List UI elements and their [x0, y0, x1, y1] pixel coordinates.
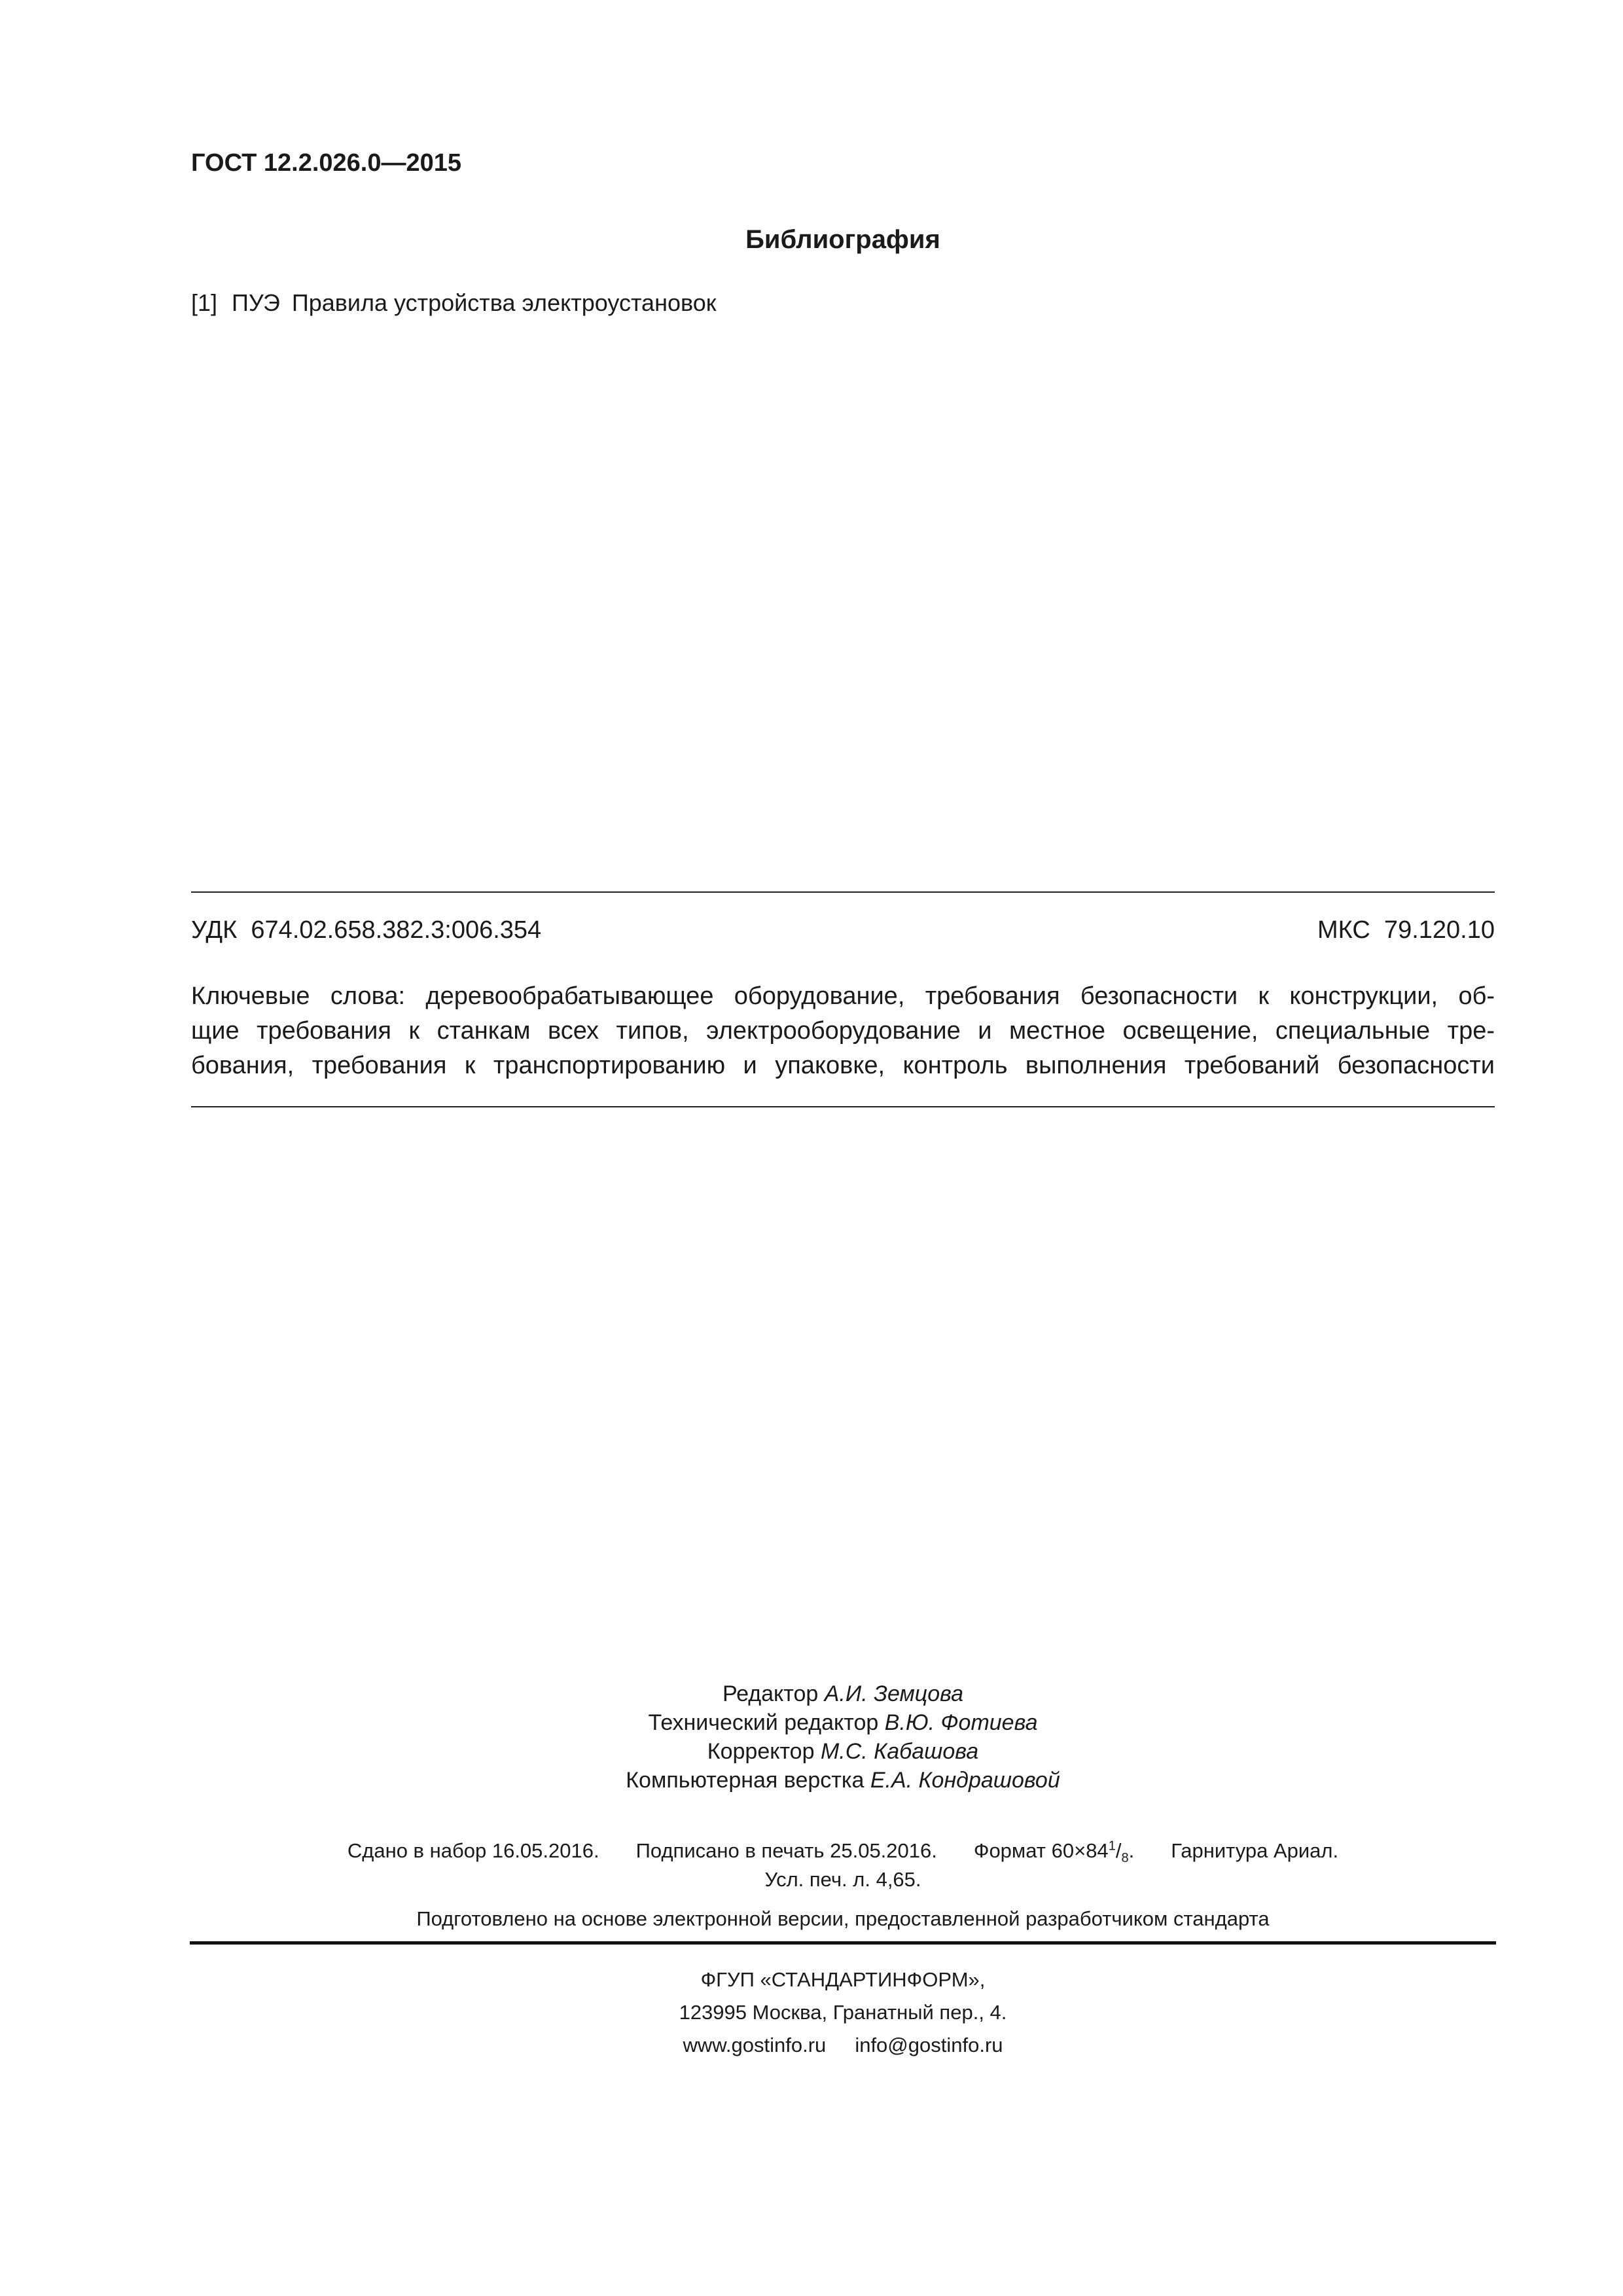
keywords-line-3: бования, требования к транспортированию и упаковке, контроль выполнения требований безопасности [191, 1052, 1495, 1079]
mks-code: МКС 79.120.10 [1317, 916, 1495, 944]
publisher-contacts [0, 2029, 1623, 2062]
credit-role: Компьютерная верстка [626, 1768, 865, 1793]
printed-sheets: Усл. печ. л. 4,65. [764, 1868, 921, 1891]
publisher-block [0, 1964, 1623, 2062]
keywords-block [191, 979, 1495, 1083]
publisher-website[interactable]: www.gostinfo.ru [683, 2034, 827, 2056]
credit-name: М.С. Кабашова [820, 1739, 979, 1764]
credit-name: В.Ю. Фотиева [884, 1710, 1038, 1735]
print-info-line-1 [0, 1837, 1623, 1865]
bibliography-item [191, 289, 716, 317]
signed-date: Подписано в печать 25.05.2016. [635, 1839, 937, 1862]
print-info [0, 1837, 1623, 1894]
keywords-line-1: Ключевые слова: деревообрабатывающее оборудование, требования безопасности к конструкции, об- [191, 982, 1495, 1010]
credits-block [0, 1679, 1623, 1795]
credit-role: Редактор [722, 1681, 819, 1706]
bibliography-title: Библиография [745, 225, 940, 254]
publisher-address: 123995 Москва, Гранатный пер., 4. [679, 2001, 1007, 2024]
udk-code: УДК 674.02.658.382.3:006.354 [191, 916, 542, 944]
publisher-name: ФГУП «СТАНДАРТИНФОРМ», [700, 1968, 986, 1991]
credit-editor [0, 1679, 1623, 1708]
credit-name: Е.А. Кондрашовой [870, 1768, 1060, 1793]
prepared-note: Подготовлено на основе электронной версии, предоставленной разработчиком стандарта [416, 1907, 1270, 1930]
top-divider [191, 891, 1495, 893]
typeface: Гарнитура Ариал. [1171, 1839, 1339, 1862]
credit-corrector [0, 1737, 1623, 1766]
bibliography-item-number: [1] [191, 289, 218, 316]
keywords-line-2: щие требования к станкам всех типов, электрооборудование и местное освещение, специальные тре- [191, 1017, 1495, 1045]
credit-role: Корректор [707, 1739, 815, 1764]
submitted-date: Сдано в набор 16.05.2016. [347, 1839, 599, 1862]
publisher-email[interactable]: info@gostinfo.ru [855, 2034, 1003, 2056]
credit-layout [0, 1766, 1623, 1795]
document-code: ГОСТ 12.2.026.0—2015 [191, 149, 462, 177]
bibliography-item-title: Правила устройства электроустановок [291, 289, 717, 316]
paper-format: Формат $60\times 84^1/_8$. [973, 1839, 1135, 1866]
bibliography-item-abbreviation: ПУЭ [232, 289, 280, 316]
credit-name: А.И. Земцова [824, 1681, 964, 1706]
bottom-divider [191, 1106, 1495, 1107]
publisher-divider [190, 1941, 1496, 1945]
credit-role: Технический редактор [648, 1710, 879, 1735]
credit-technical-editor [0, 1708, 1623, 1737]
